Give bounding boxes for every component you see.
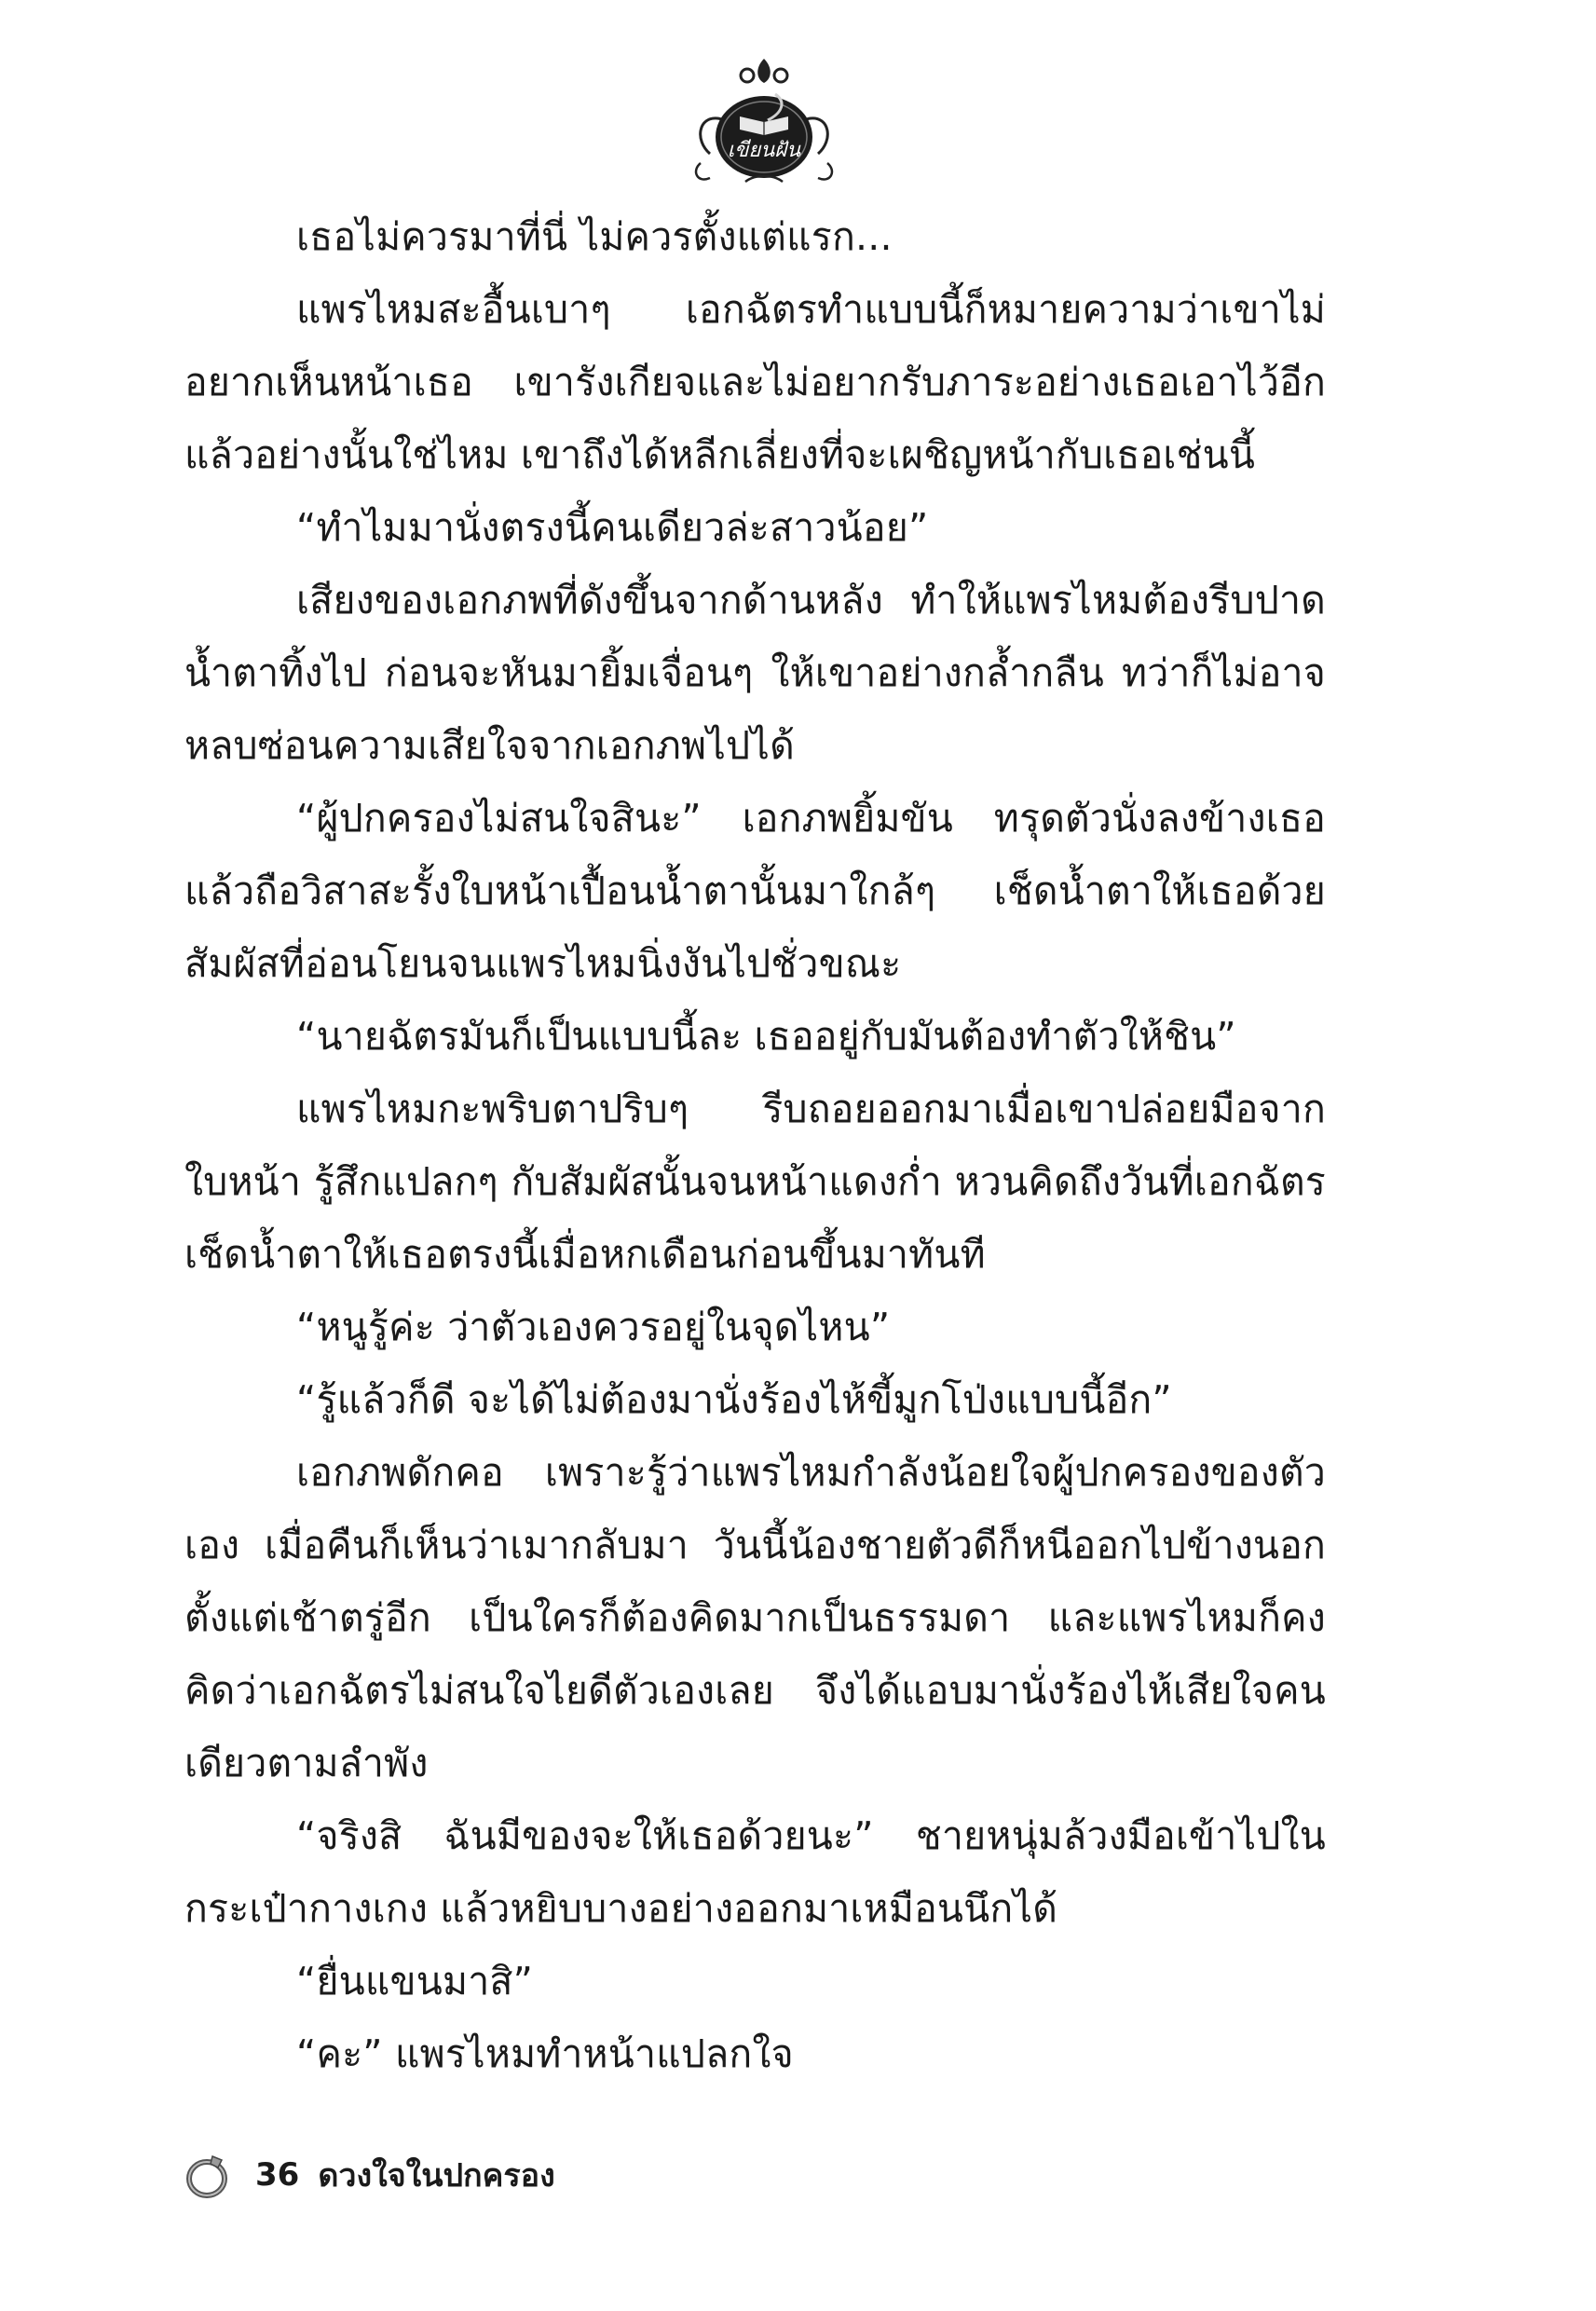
paragraph: “หนูรู้ค่ะ ว่าตัวเองควรอยู่ในจุดไหน” (296, 1305, 891, 1349)
paragraph: แพรไหมสะอื้นเบาๆ เอกฉัตรทำแบบนี้ก็หมายความว่าเขาไม่อยากเห็นหน้าเธอ เขารังเกียจและไม่อยากรับภาระอย่างเธอเอาไว้อีกแล้วอย่างนั้นใช่ไหม เขาถึงได้หลีกเลี่ยงที่จะเผชิญหน้ากับเธอเช่นนี้ (184, 287, 1326, 477)
paragraph: เธอไม่ควรมาที่นี่ ไม่ควรตั้งแต่แรก... (296, 214, 893, 259)
paragraph: เอกภพดักคอ เพราะรู้ว่าแพรไหมกำลังน้อยใจผู้ปกครองของตัวเอง เมื่อคืนก็เห็นว่าเมากลับมา วันนี้น้องชายตัวดีก็หนีออกไปข้างนอกตั้งแต่เช้าตรู่อีก เป็นใครก็ต้องคิดมากเป็นธรรมดา และแพรไหมก็คงคิดว่าเอกฉัตรไม่สนใจไยดีตัวเองเลย จึงได้แอบมานั่งร้องไห้เสียใจคนเดียวตามลำพัง (184, 1450, 1326, 1785)
paragraph: “ยื่นแขนมาสิ” (296, 1959, 534, 2003)
paragraph: “ผู้ปกครองไม่สนใจสินะ” เอกภพยิ้มขัน ทรุดตัวนั่งลงข้างเธอแล้วถือวิสาสะรั้งใบหน้าเปื้อนน้ำตานั้นมาใกล้ๆ เช็ดน้ำตาให้เธอด้วยสัมผัสที่อ่อนโยนจนแพรไหมนิ่งงันไปชั่วขณะ (184, 796, 1326, 986)
publisher-logo (689, 51, 839, 191)
page-body (184, 200, 1326, 2090)
book-title: ดวงใจในปกครอง (318, 2157, 555, 2195)
paragraph: “นายฉัตรมันก็เป็นแบบนี้ละ เธออยู่กับมันต้องทำตัวให้ชิน” (296, 1014, 1236, 1059)
page-footer (184, 2149, 555, 2201)
paragraph: “รู้แล้วก็ดี จะได้ไม่ต้องมานั่งร้องไห้ขี้มูกโป่งแบบนี้อีก” (296, 1377, 1172, 1422)
paragraph: แพรไหมกะพริบตาปริบๆ รีบถอยออกมาเมื่อเขาปล่อยมือจากใบหน้า รู้สึกแปลกๆ กับสัมผัสนั้นจนหน้าแดงก่ำ หวนคิดถึงวันที่เอกฉัตรเช็ดน้ำตาให้เธอตรงนี้เมื่อหกเดือนก่อนขึ้นมาทันที (184, 1087, 1326, 1277)
paragraph: “คะ” แพรไหมทำหน้าแปลกใจ (296, 2031, 794, 2076)
ring-icon (184, 2151, 231, 2199)
paragraph: เสียงของเอกภพที่ดังขึ้นจากด้านหลัง ทำให้แพรไหมต้องรีบปาดน้ำตาทิ้งไป ก่อนจะหันมายิ้มเจื่อนๆ ให้เขาอย่างกล้ำกลืน ทว่าก็ไม่อาจหลบซ่อนความเสียใจจากเอกภพไปได้ (184, 578, 1326, 768)
ornament-icon (689, 51, 839, 191)
paragraph: “จริงสิ ฉันมีของจะให้เธอด้วยนะ” ชายหนุ่มล้วงมือเข้าไปในกระเป๋ากางเกง แล้วหยิบบางอย่างออกมาเหมือนนึกได้ (184, 1813, 1326, 1931)
page-number: 36 (255, 2156, 300, 2194)
logo-text: เขียนฝัน (727, 139, 801, 162)
paragraph: “ทำไมมานั่งตรงนี้คนเดียวล่ะสาวน้อย” (296, 505, 929, 550)
